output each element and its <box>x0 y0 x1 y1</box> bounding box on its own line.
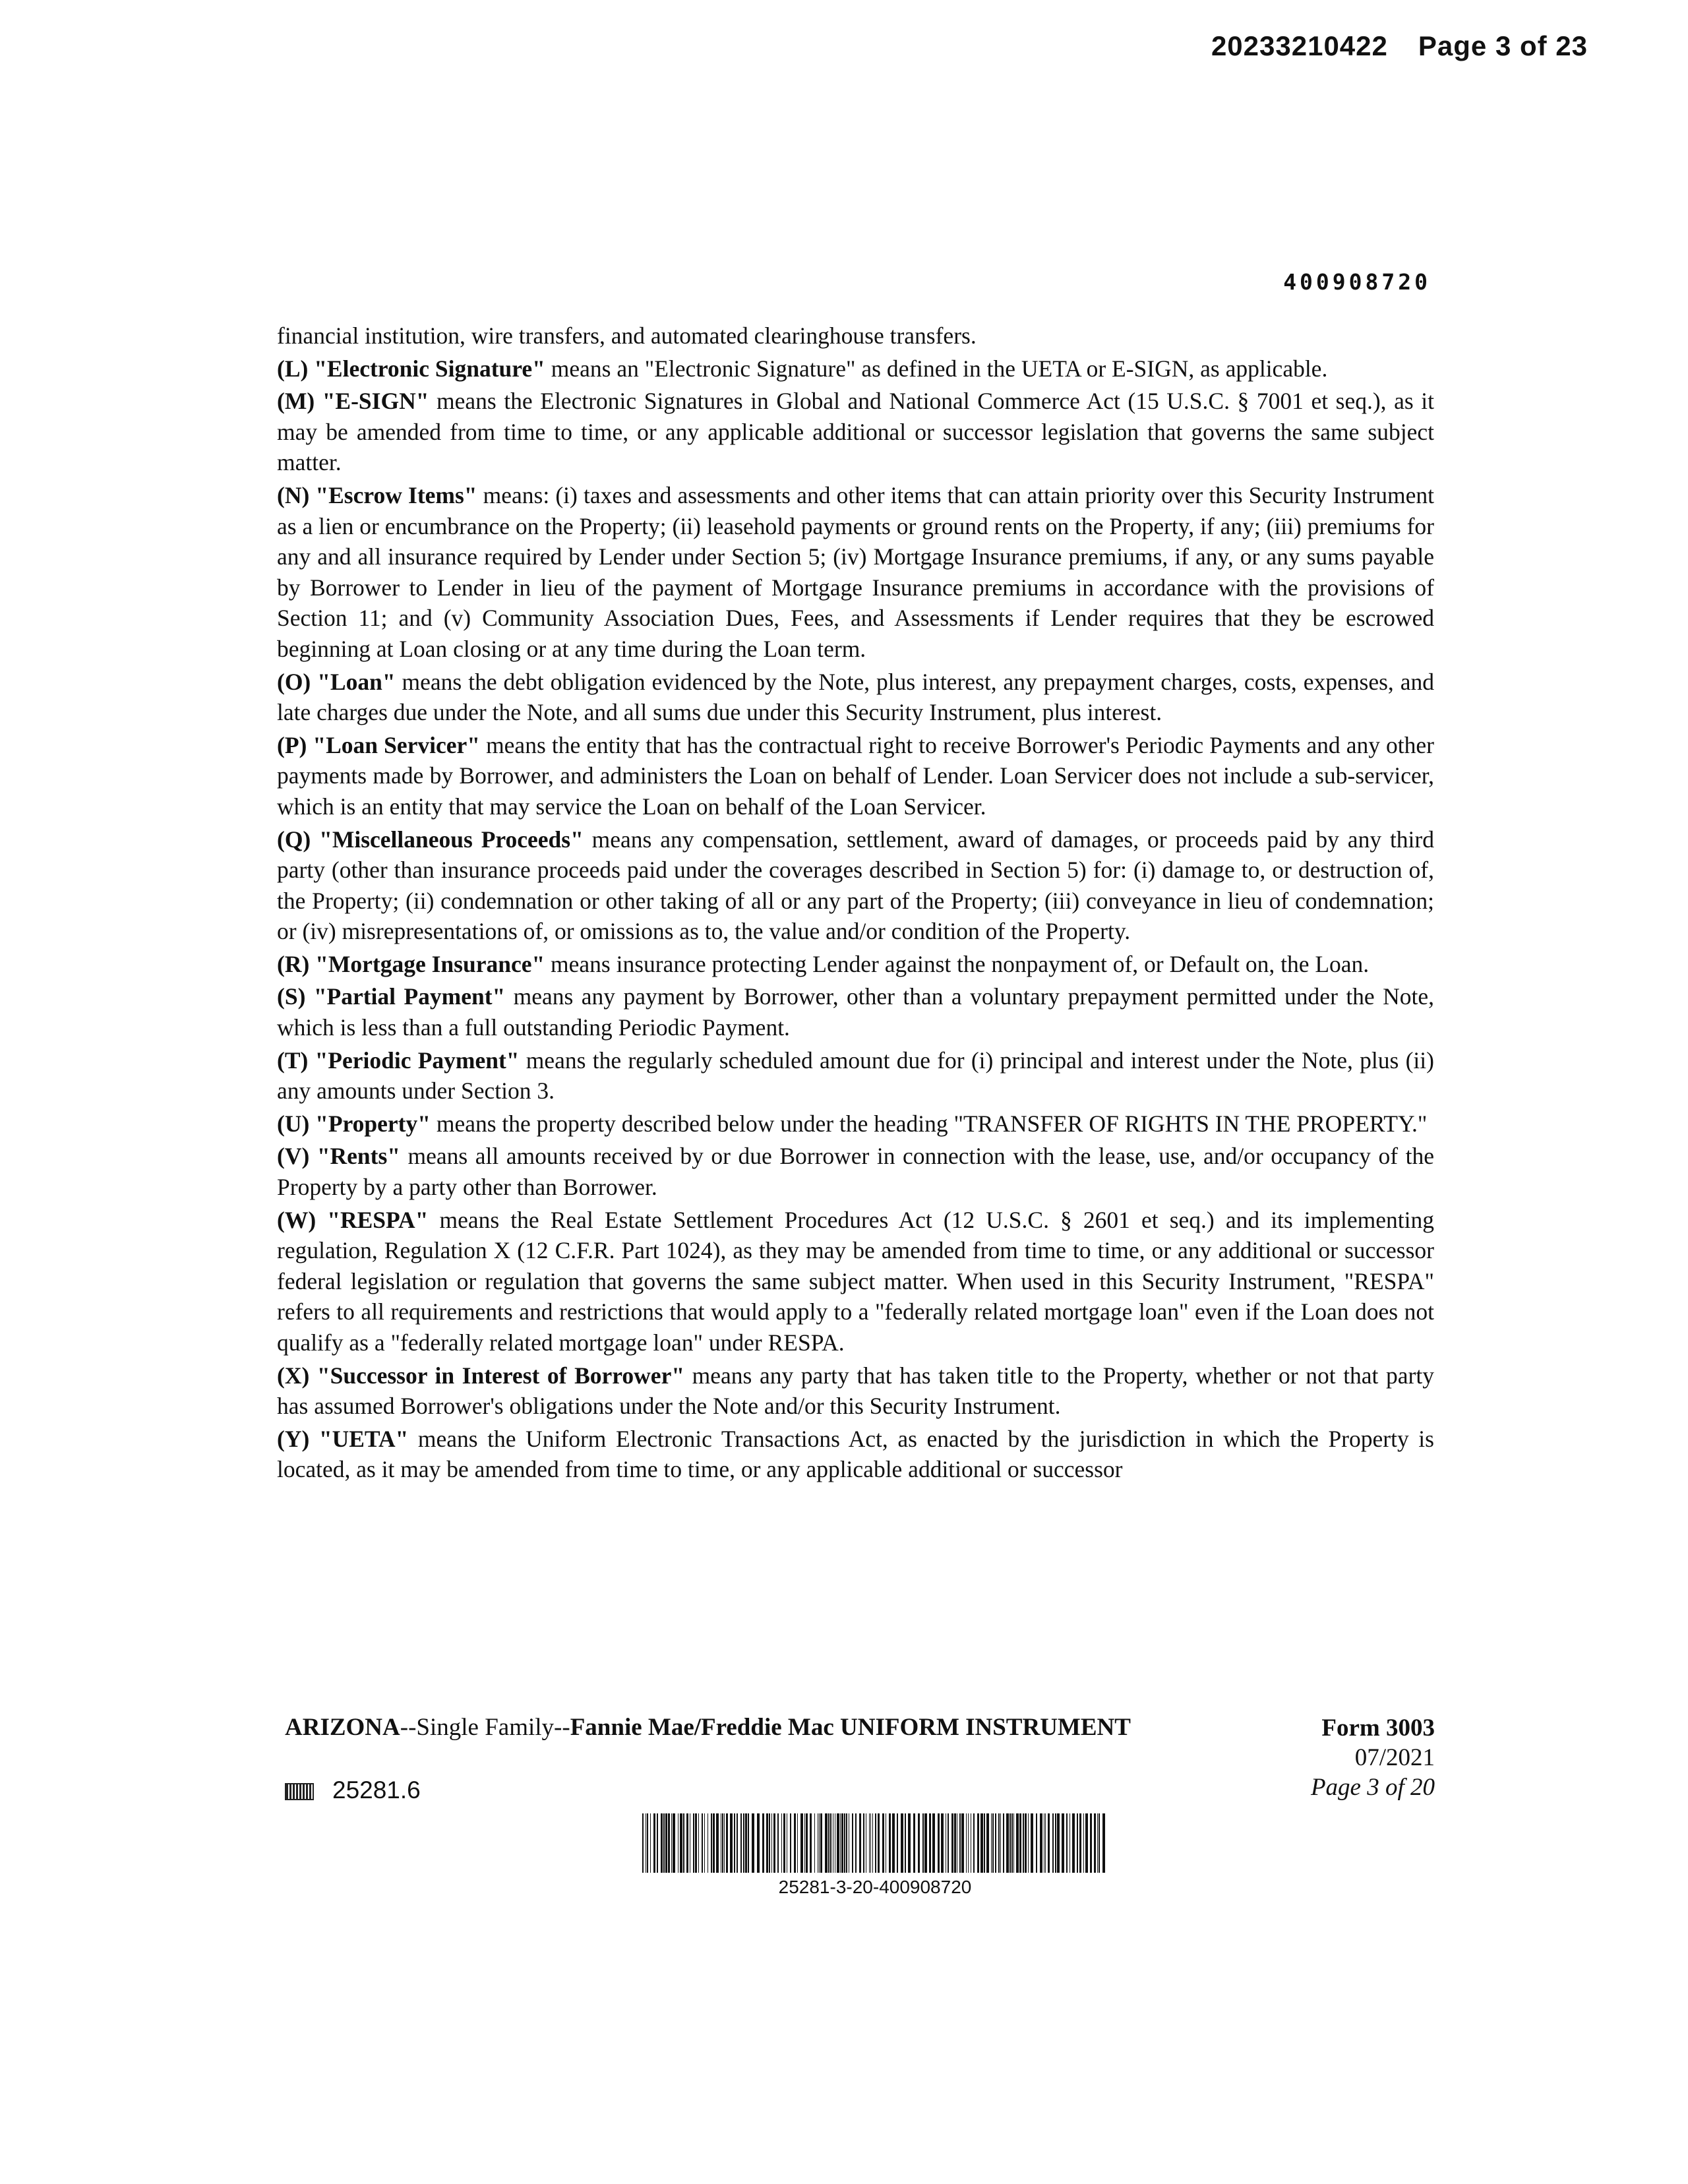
barcode-bar <box>650 1813 651 1873</box>
footer-form-date: 07/2021 <box>1354 1744 1435 1771</box>
barcode-bar <box>992 1813 994 1873</box>
barcode-bar <box>1090 1813 1092 1873</box>
barcode-bar <box>924 1813 927 1873</box>
barcode-bar <box>820 1813 822 1873</box>
barcode-bar <box>647 1813 648 1873</box>
barcode-bar <box>1011 1813 1013 1873</box>
definition-successor-in-interest: (X) "Successor in Interest of Borrower" means any party that has taken title to the Property, whether or not that party has assumed Borrower's obligations under the Note and/or this Security Instrument. <box>277 1362 1434 1420</box>
barcode-bar <box>846 1813 847 1873</box>
barcode-bar <box>1028 1813 1029 1873</box>
barcode-bar <box>1062 1813 1064 1873</box>
barcode-bar <box>1079 1813 1081 1873</box>
barcode-bar <box>897 1813 898 1873</box>
barcode-bar <box>737 1813 738 1873</box>
barcode-bar <box>908 1813 911 1873</box>
barcode-bar <box>797 1813 798 1873</box>
barcode-bar <box>870 1813 871 1873</box>
barcode-bar <box>1097 1813 1098 1873</box>
footer-instrument-line <box>285 1713 1131 1742</box>
barcode-bar <box>790 1813 791 1873</box>
barcode-bar <box>661 1813 663 1873</box>
barcode-bar <box>730 1813 733 1873</box>
barcode-caption: 25281-3-20-400908720 <box>778 1877 972 1897</box>
barcode-bar <box>980 1813 983 1873</box>
barcode-bar <box>973 1813 975 1873</box>
paragraph-continuation: financial institution, wire transfers, and automated clearinghouse transfers. <box>277 322 977 349</box>
barcode-bar <box>665 1813 667 1873</box>
barcode-bar <box>695 1813 697 1873</box>
definition-mortgage-insurance: (R) "Mortgage Insurance" means insurance protecting Lender against the nonpayment of, or Default on, the Loan. <box>277 950 1370 977</box>
barcode-bar <box>1025 1813 1027 1873</box>
definition-e-sign: (M) "E-SIGN" means the Electronic Signatures in Global and National Commerce Act (15 U.S.C. § 7001 et seq.), as it may be amended from time to time, or any applicable additional or successor legislation that governs the same subject matter. <box>277 388 1434 476</box>
barcode-bar <box>783 1813 785 1873</box>
barcode-bar <box>932 1813 935 1873</box>
barcode-bar <box>875 1813 876 1873</box>
barcode-bar <box>800 1813 803 1873</box>
barcode-bar <box>852 1813 853 1873</box>
barcode-bar <box>918 1813 920 1873</box>
barcode-bar <box>966 1813 967 1873</box>
barcode-bar <box>671 1813 672 1873</box>
barcode-bar <box>713 1813 715 1873</box>
barcode-bar <box>948 1813 949 1873</box>
barcode-bar <box>693 1813 694 1873</box>
barcode-bar <box>1019 1813 1021 1873</box>
definition-respa: (W) "RESPA" means the Real Estate Settlement Procedures Act (12 U.S.C. § 2601 et seq.) and its implementing regulation, Regulation X (12 C.F.R. Part 1024), as they may be amended from time to time, or any additional or successor federal legislation or regulation that governs the same subject matter. When used in this Security Instrument, "RESPA" refers to all requirements and restrictions that would apply to a "federally related mortgage loan" even if the Loan does not qualify as a "federally related mortgage loan" under RESPA. <box>277 1206 1434 1356</box>
definition-partial-payment: (S) "Partial Payment" means any payment by Borrower, other than a voluntary prepayment permitted under the Note, which is less than a full outstanding Periodic Payment. <box>277 983 1434 1041</box>
barcode-bar <box>941 1813 944 1873</box>
barcode-bar <box>1045 1813 1046 1873</box>
form-code-number: 25281.6 <box>332 1776 421 1804</box>
barcode-bar <box>954 1813 956 1873</box>
barcode-bar <box>1052 1813 1054 1873</box>
barcode-bar <box>840 1813 841 1873</box>
barcode-bar <box>1083 1813 1084 1873</box>
barcode-bar <box>882 1813 884 1873</box>
recording-page-label: Page 3 of 23 <box>1418 30 1588 61</box>
definition-property: (U) "Property" means the property described below under the heading "TRANSFER OF RIGHTS IN THE PROPERTY." <box>277 1110 1428 1137</box>
barcode-bar <box>663 1813 665 1873</box>
footer-form-code <box>285 1776 421 1804</box>
barcode-bar <box>905 1813 906 1873</box>
barcode-bar <box>711 1813 712 1873</box>
barcode-bar <box>959 1813 961 1873</box>
barcode-bar <box>938 1813 940 1873</box>
document-number: 20233210422 <box>1211 30 1388 61</box>
barcode-bar <box>922 1813 924 1873</box>
definition-miscellaneous-proceeds: (Q) "Miscellaneous Proceeds" means any compensation, settlement, award of damages, or proceeds paid by any third party (other than insurance proceeds paid under the coverages described in Section 5) for: (i) damage to, or destruction of, the Property; (ii) condemnation or other taking of all or any part of the Property; (iii) conveyance in lieu of condemnation; or (iv) misrepresentations of, or omissions as to, the value and/or condition of the Property. <box>277 826 1434 945</box>
barcode-bar <box>889 1813 891 1873</box>
barcode-bar <box>1016 1813 1019 1873</box>
barcode-bar <box>745 1813 747 1873</box>
barcode-bar <box>998 1813 1000 1873</box>
barcode-bar <box>642 1813 644 1873</box>
barcode-bar <box>716 1813 719 1873</box>
barcode-bar <box>991 1813 992 1873</box>
barcode-bar <box>704 1813 705 1873</box>
barcode-bar <box>771 1813 772 1873</box>
footer-page-number: Page 3 of 20 <box>1310 1774 1435 1801</box>
barcode-bar <box>757 1813 760 1873</box>
barcode-bar <box>1072 1813 1075 1873</box>
barcode-bar <box>814 1813 815 1873</box>
barcode-bar <box>878 1813 880 1873</box>
barcode-bar <box>743 1813 744 1873</box>
barcode-bar <box>977 1813 979 1873</box>
definition-periodic-payment: (T) "Periodic Payment" means the regularly scheduled amount due for (i) principal and interest under the Note, plus (ii) any amounts under Section 3. <box>277 1046 1434 1105</box>
vendor-logo-icon <box>285 1783 314 1800</box>
barcode-bar <box>859 1813 861 1873</box>
barcode-bar <box>810 1813 812 1873</box>
definition-electronic-signature: (L) "Electronic Signature" means an "Electronic Signature" as defined in the UETA or E-SIGN, as applicable. <box>277 355 1328 382</box>
definition-ueta: (Y) "UETA" means the Uniform Electronic Transactions Act, as enacted by the jurisdiction in which the Property is located, as it may be amended from time to time, or any applicable additional or successor <box>277 1425 1434 1483</box>
definition-escrow-items: (N) "Escrow Items" means: (i) taxes and assessments and other items that can attain priority over this Security Instrument as a lien or encumbrance on the Property; (ii) leasehold payments or ground rents on the Property, if any; (iii) premiums for any and all insurance required by Lender under Section 5; (iv) Mortgage Insurance premiums, if any, or any sums payable by Borrower to Lender in lieu of the payment of Mortgage Insurance premiums in accordance with the provisions of Section 11; and (v) Community Association Dues, Fees, and Assessments if Lender requires that they be escrowed beginning at Loan closing or at any time during the Loan term. <box>277 481 1435 662</box>
barcode-bar <box>781 1813 782 1873</box>
barcode-bar <box>844 1813 845 1873</box>
barcode-bar <box>837 1813 839 1873</box>
barcode-bar <box>769 1813 770 1873</box>
definition-loan-servicer: (P) "Loan Servicer" means the entity that has the contractual right to receive Borrower's Periodic Payments and any other payments made by Borrower, and administers the Loan on behalf of Lender. Loan Servicer does not include a sub-servicer, which is an entity that may service the Loan on behalf of the Loan Servicer. <box>277 731 1434 820</box>
footer-form-number: Form 3003 <box>1321 1714 1435 1742</box>
barcode-bar <box>680 1813 682 1873</box>
barcode-bar <box>1006 1813 1009 1873</box>
barcode-bar <box>1040 1813 1042 1873</box>
barcode-icon <box>642 1813 1108 1873</box>
footer-type: --Single Family-- <box>400 1714 570 1741</box>
barcode-bar <box>762 1813 764 1873</box>
barcode-bar <box>1003 1813 1004 1873</box>
barcode-bar <box>951 1813 953 1873</box>
barcode-bar <box>1102 1813 1105 1873</box>
barcode-bar <box>766 1813 768 1873</box>
barcode-bar <box>968 1813 969 1873</box>
barcode-bar <box>825 1813 828 1873</box>
barcode-bar <box>1057 1813 1060 1873</box>
barcode-bar <box>901 1813 903 1873</box>
barcode-bar <box>828 1813 829 1873</box>
barcode-bar <box>668 1813 670 1873</box>
definition-loan: (O) "Loan" means the debt obligation evidenced by the Note, plus interest, any prepayment charges, costs, expenses, and late charges due under the Note, and all sums due under this Security Instrument, plus interest. <box>277 668 1434 726</box>
barcode-bar <box>1031 1813 1033 1873</box>
barcode-bar <box>740 1813 742 1873</box>
barcode-bar <box>1085 1813 1088 1873</box>
barcode-bar <box>1000 1813 1001 1873</box>
barcode-bar <box>1094 1813 1096 1873</box>
barcode-bar <box>929 1813 931 1873</box>
barcode-bar <box>1048 1813 1050 1873</box>
definition-rents: (V) "Rents" means all amounts received by or due Borrower in connection with the lease, use, and/or occupancy of the Property by a party other than Borrower. <box>277 1143 1434 1201</box>
loan-number: 400908720 <box>1283 269 1431 295</box>
footer-form-info <box>1311 1713 1435 1802</box>
barcode-bar <box>819 1813 820 1873</box>
barcode-bar <box>726 1813 728 1873</box>
barcode-bar <box>673 1813 675 1873</box>
barcode-bar <box>806 1813 808 1873</box>
barcode-bar <box>683 1813 684 1873</box>
footer-state: ARIZONA <box>285 1714 400 1741</box>
definitions-body <box>277 320 1434 1487</box>
barcode-bar <box>855 1813 857 1873</box>
barcode-bar <box>804 1813 805 1873</box>
barcode-bar <box>1055 1813 1056 1873</box>
barcode-bar <box>698 1813 699 1873</box>
barcode-bar <box>1066 1813 1068 1873</box>
barcode-bar <box>686 1813 688 1873</box>
footer-instrument: Fannie Mae/Freddie Mac UNIFORM INSTRUMENT <box>570 1714 1131 1741</box>
barcode-bar <box>653 1813 655 1873</box>
barcode-bar <box>961 1813 964 1873</box>
barcode-bar <box>841 1813 843 1873</box>
barcode-bar <box>892 1813 895 1873</box>
barcode-bar <box>1036 1813 1037 1873</box>
barcode-bar <box>986 1813 989 1873</box>
barcode-bar <box>1010 1813 1011 1873</box>
barcode-bar <box>863 1813 864 1873</box>
barcode-bar <box>1099 1813 1100 1873</box>
barcode-bar <box>724 1813 725 1873</box>
barcode-bar <box>794 1813 796 1873</box>
barcode-bar <box>702 1813 703 1873</box>
barcode-bar <box>869 1813 870 1873</box>
barcode-bar <box>1013 1813 1014 1873</box>
barcode-bar <box>1023 1813 1024 1873</box>
barcode-bar <box>995 1813 996 1873</box>
barcode-bar <box>752 1813 754 1873</box>
barcode-bar <box>913 1813 915 1873</box>
barcode-bar <box>777 1813 779 1873</box>
barcode-bar <box>1077 1813 1078 1873</box>
barcode-bar <box>984 1813 985 1873</box>
recording-header <box>1211 30 1588 62</box>
barcode-bar <box>830 1813 831 1873</box>
barcode-bar <box>748 1813 749 1873</box>
barcode-bar <box>722 1813 723 1873</box>
barcode-bar <box>657 1813 658 1873</box>
barcode-bar <box>734 1813 735 1873</box>
barcode-bar <box>872 1813 873 1873</box>
barcode-bar <box>773 1813 775 1873</box>
